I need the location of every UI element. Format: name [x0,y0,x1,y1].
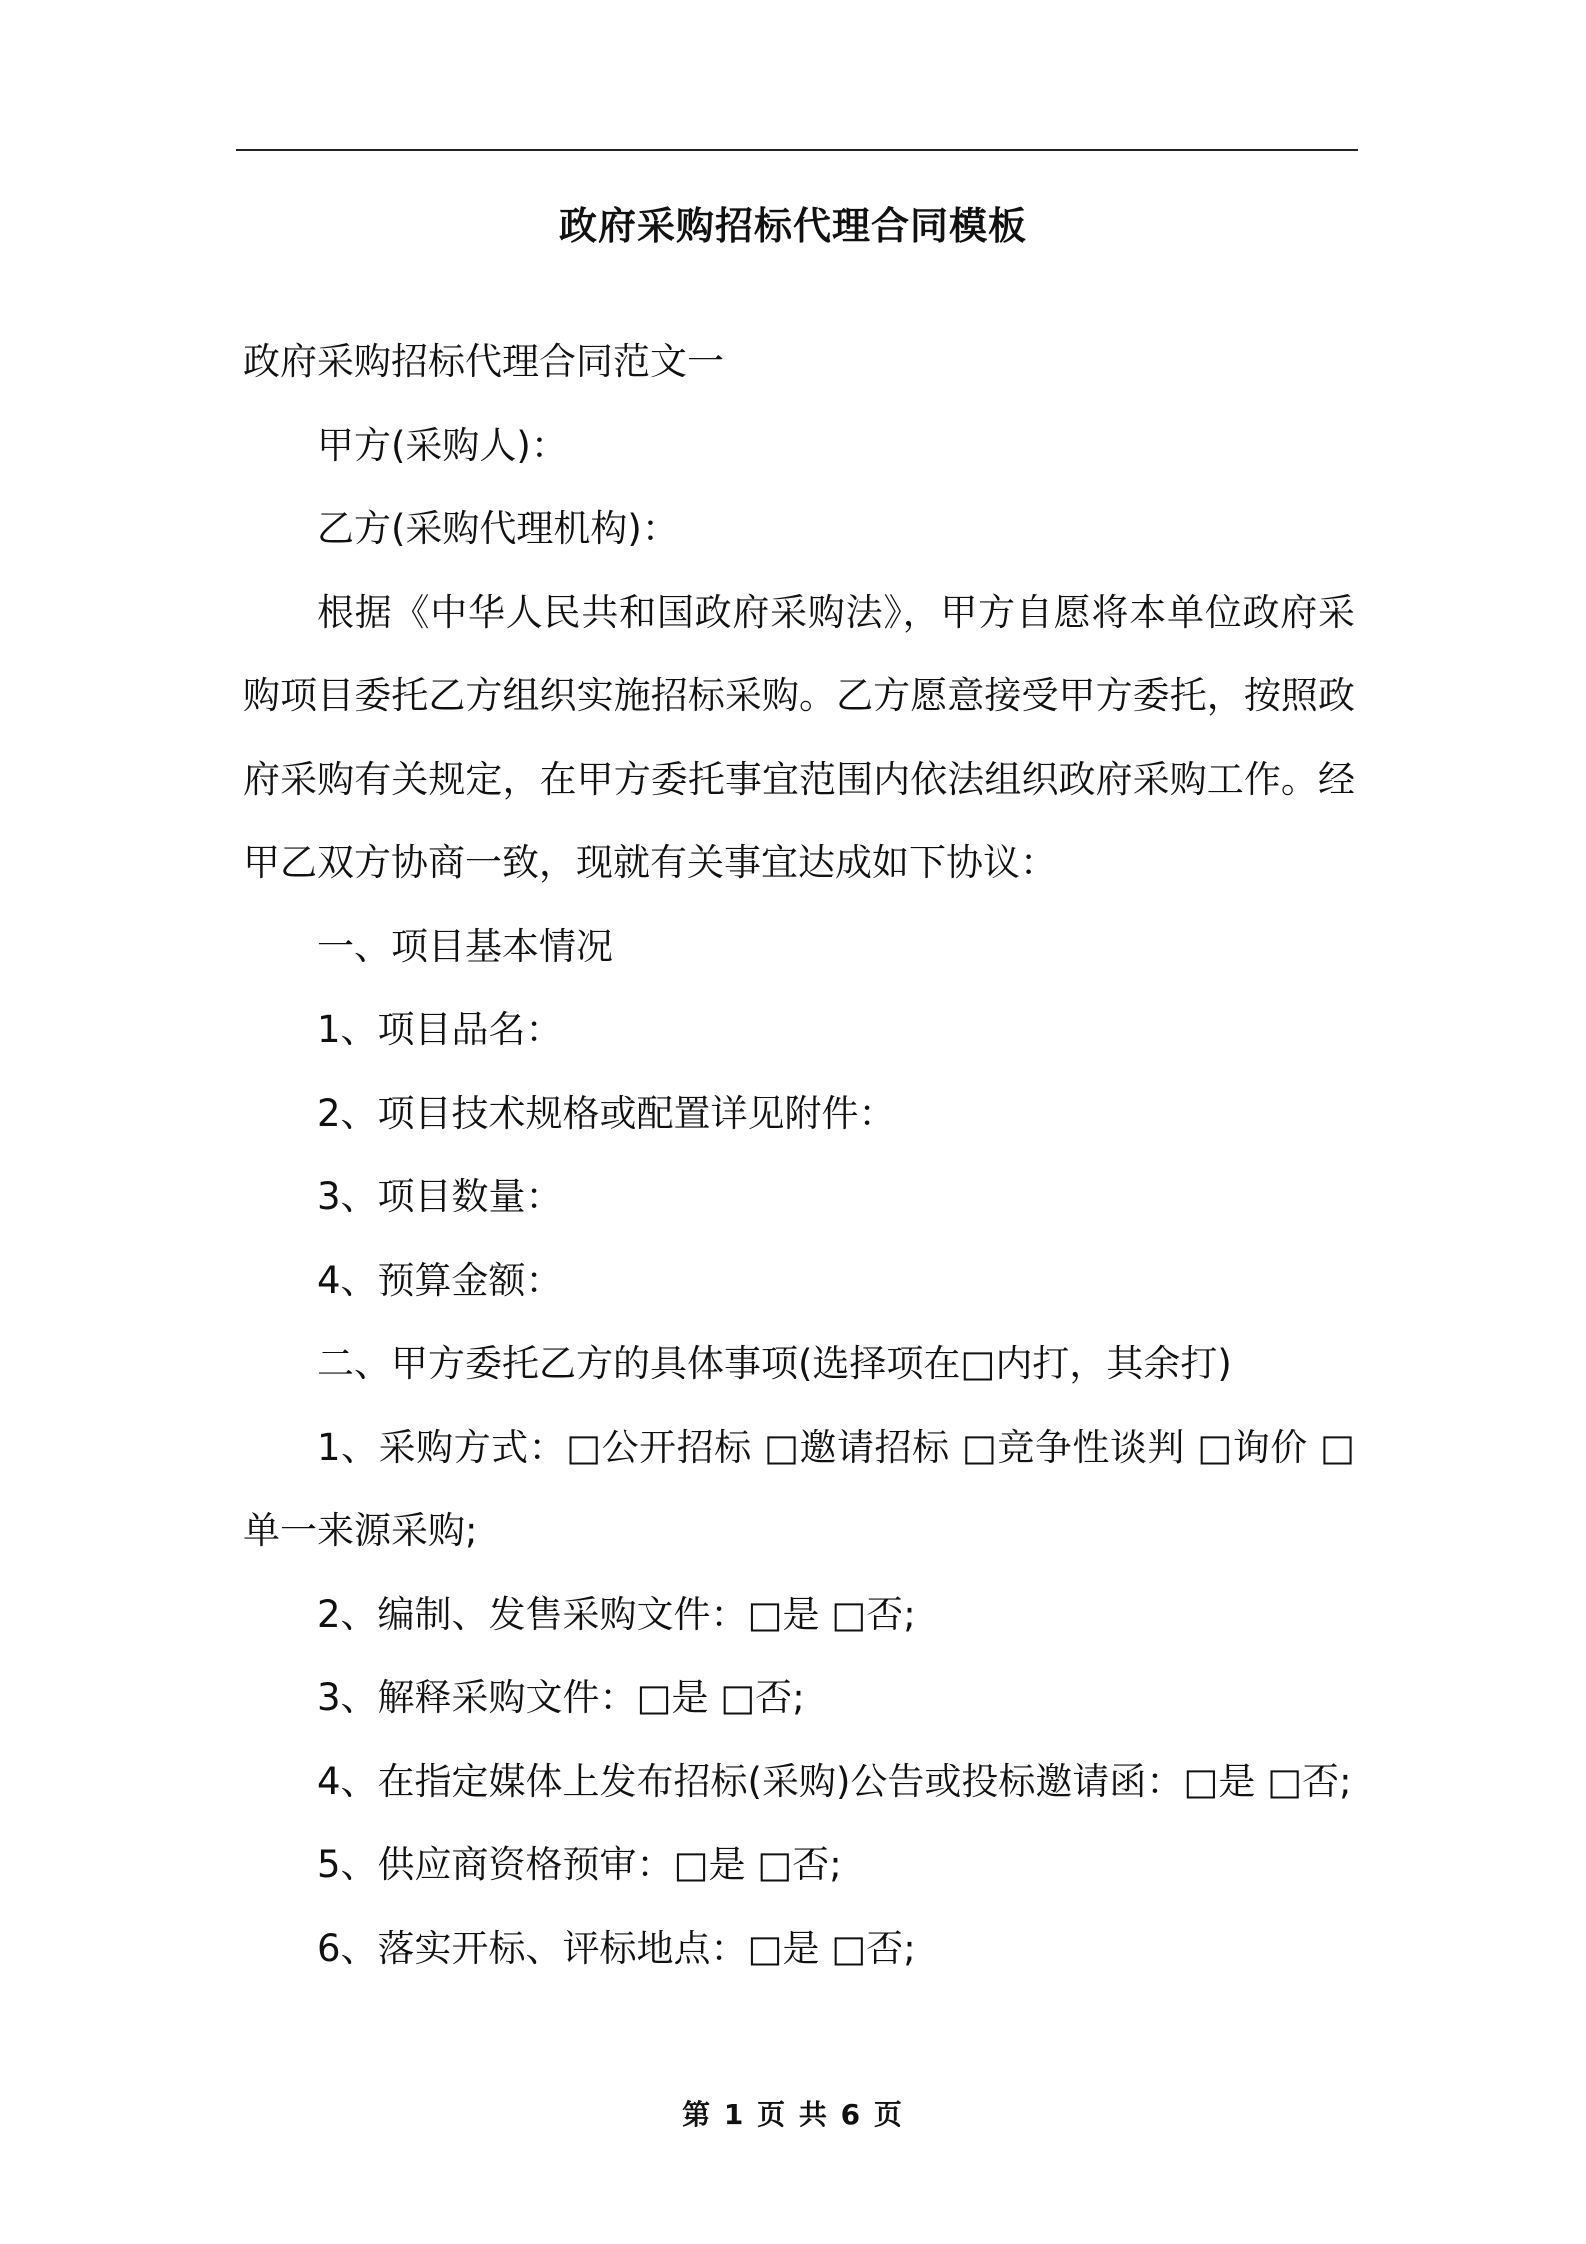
party-a-line: 甲方(采购人)： [317,423,568,467]
clause-heading-1: 一、项目基本情况 [317,924,613,968]
clause-heading-2: 二、甲方委托乙方的具体事项(选择项在□内打，其余打) [317,1342,1232,1385]
preamble-paragraph: 根据《中华人民共和国政府采购法》，甲方自愿将本单位政府采购项目委托乙方组织实施招标采购。乙方愿意接受甲方委托，按照政府采购有关规定，在甲方委托事宜范围内依法组织政府采购工作。经甲乙双方协商一致，现就有关事宜达成如下协议： [243,590,1355,884]
clause-item: 3、解释采购文件：□是 □否; [317,1676,805,1719]
page-number: 第 1 页 共 6 页 [682,2098,904,2131]
clause-item: 6、落实开标、评标地点：□是 □否; [317,1926,916,1970]
clause-item: 3、项目数量： [317,1175,563,1218]
clause-item: 4、预算金额： [317,1258,563,1302]
clause-item: 5、供应商资格预审：□是 □否; [317,1843,842,1886]
header-divider [236,149,1358,151]
clause-item: 4、在指定媒体上发布招标(采购)公告或投标邀请函：□是 □否; [317,1759,1352,1803]
clause-item: 1、项目品名： [317,1008,563,1051]
clause-item: 1、采购方式：□公开招标 □邀请招标 □竞争性谈判 □询价 □单一来源采购; [243,1425,1355,1552]
document-body [243,320,1355,1990]
document-title: 政府采购招标代理合同模板 [558,204,1027,248]
section-heading: 政府采购招标代理合同范文一 [243,340,724,383]
clause-item: 2、编制、发售采购文件：□是 □否; [317,1592,916,1636]
party-b-line: 乙方(采购代理机构)： [317,507,679,550]
clause-item: 2、项目技术规格或配置详见附件： [317,1091,896,1135]
